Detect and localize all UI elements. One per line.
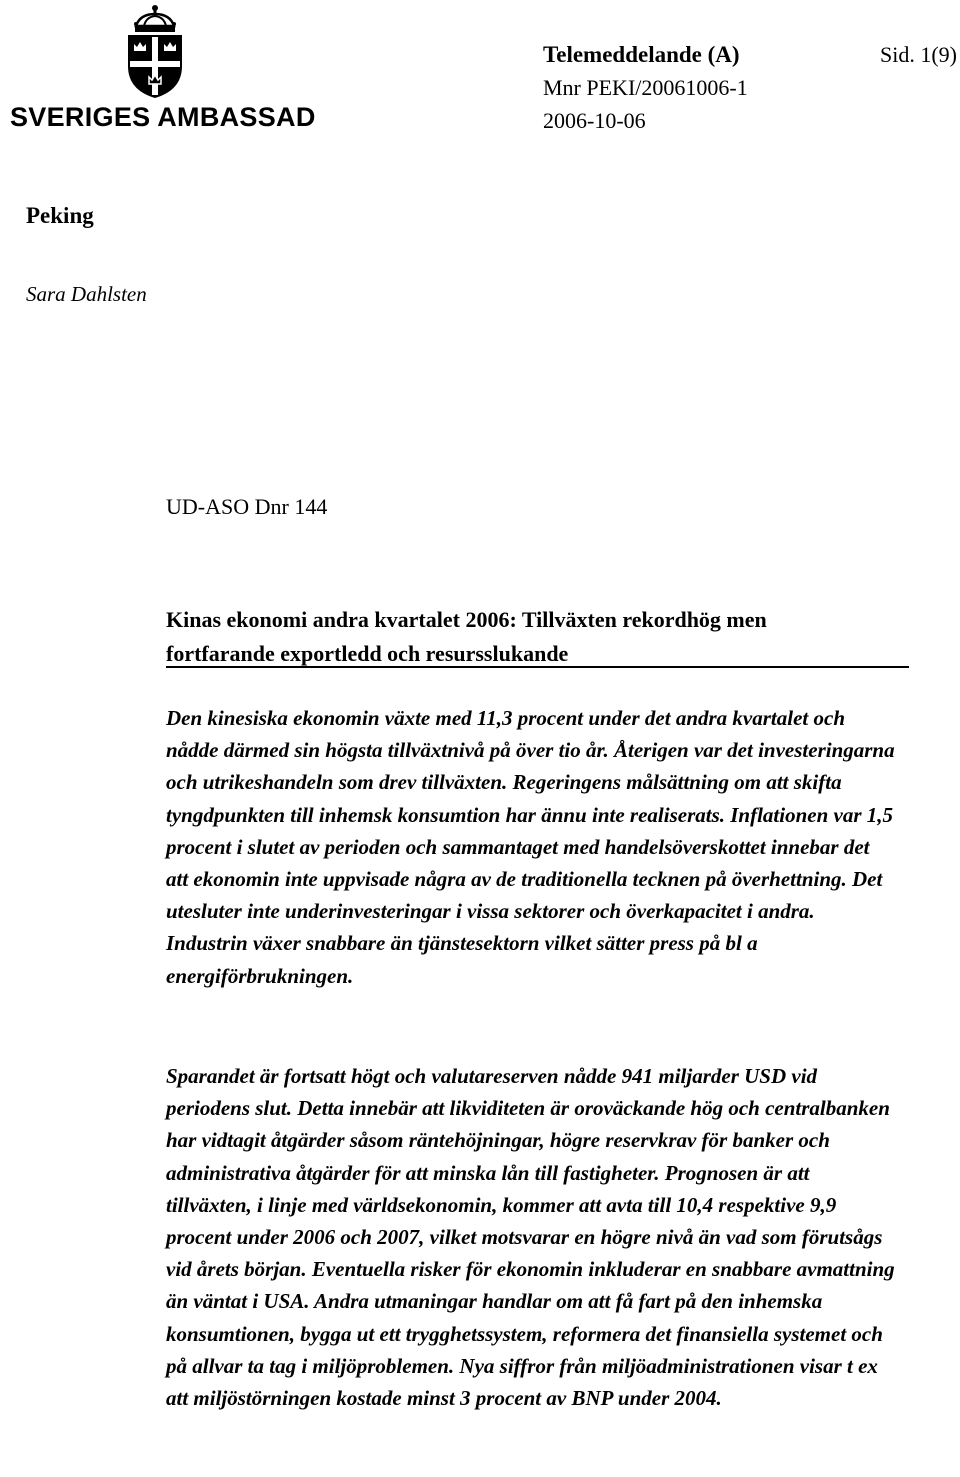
body-paragraph-1: Den kinesiska ekonomin växte med 11,3 procent under det andra kvartalet och nådde därmed sin högsta tillväxtnivå på över tio år. Återigen var det investeringarna och utrikeshandeln som drev tillväxten. Regeringens målsättning om att skifta tyngdpunkten till inhemsk konsumtion har ännu inte realiserats. Inflationen var 1,5 procent i slutet av perioden och sammantaget med handelsöverskottet innebar det att ekonomin inte uppvisade några av de traditionella tecknen på överhettning. Det utesluter inte underinvesteringar i vissa sektorer och överkapacitet i andra. Industrin växer snabbare än tjänstesektorn vilket sätter press på bl a energiförbrukningen. (166, 706, 895, 988)
document-title: Kinas ekonomi andra kvartalet 2006: Tillväxten rekordhög men fortfarande exportledd och resursslukande (166, 607, 767, 666)
body-paragraph-2: Sparandet är fortsatt högt och valutareserven nådde 941 miljarder USD vid periodens slut. Detta innebär att likviditeten är oroväckande hög och centralbanken har vidtagit åtgärder såsom räntehöjningar, högre reservkrav för banker och administrativa åtgärder för att minska lån till fastigheter. Prognosen är att tillväxten, i linje med världsekonomin, kommer att avta till 10,4 respektive 9,9 procent under 2006 och 2007, vilket motsvarar en högre nivå än vad som förutsågs vid årets början. Eventuella risker för ekonomin inkluderar en snabbare avmattning än väntat i USA. Andra utmaningar handlar om att få fart på den inhemska konsumtionen, bygga ut ett trygghetssystem, reformera det finansiella systemet och på allvar ta tag i miljöproblemen. Nya siffror från miljöadministrationen visar t ex att miljöstörningen kostade minst 3 procent av BNP under 2004. (166, 1064, 895, 1411)
embassy-logo (0, 0, 316, 140)
sender-author: Sara Dahlsten (26, 282, 147, 306)
title-divider (166, 666, 909, 668)
page-number: Sid. 1(9) (880, 42, 957, 67)
sender-city: Peking (26, 203, 94, 228)
document-type: Telemeddelande (A) (543, 42, 740, 67)
document-date: 2006-10-06 (543, 108, 646, 133)
logo-text: SVERIGES AMBASSAD (10, 102, 316, 132)
reference-number: Mnr PEKI/20061006-1 (543, 75, 748, 100)
diary-number: UD-ASO Dnr 144 (166, 494, 328, 519)
swedish-crest-icon (122, 4, 188, 100)
